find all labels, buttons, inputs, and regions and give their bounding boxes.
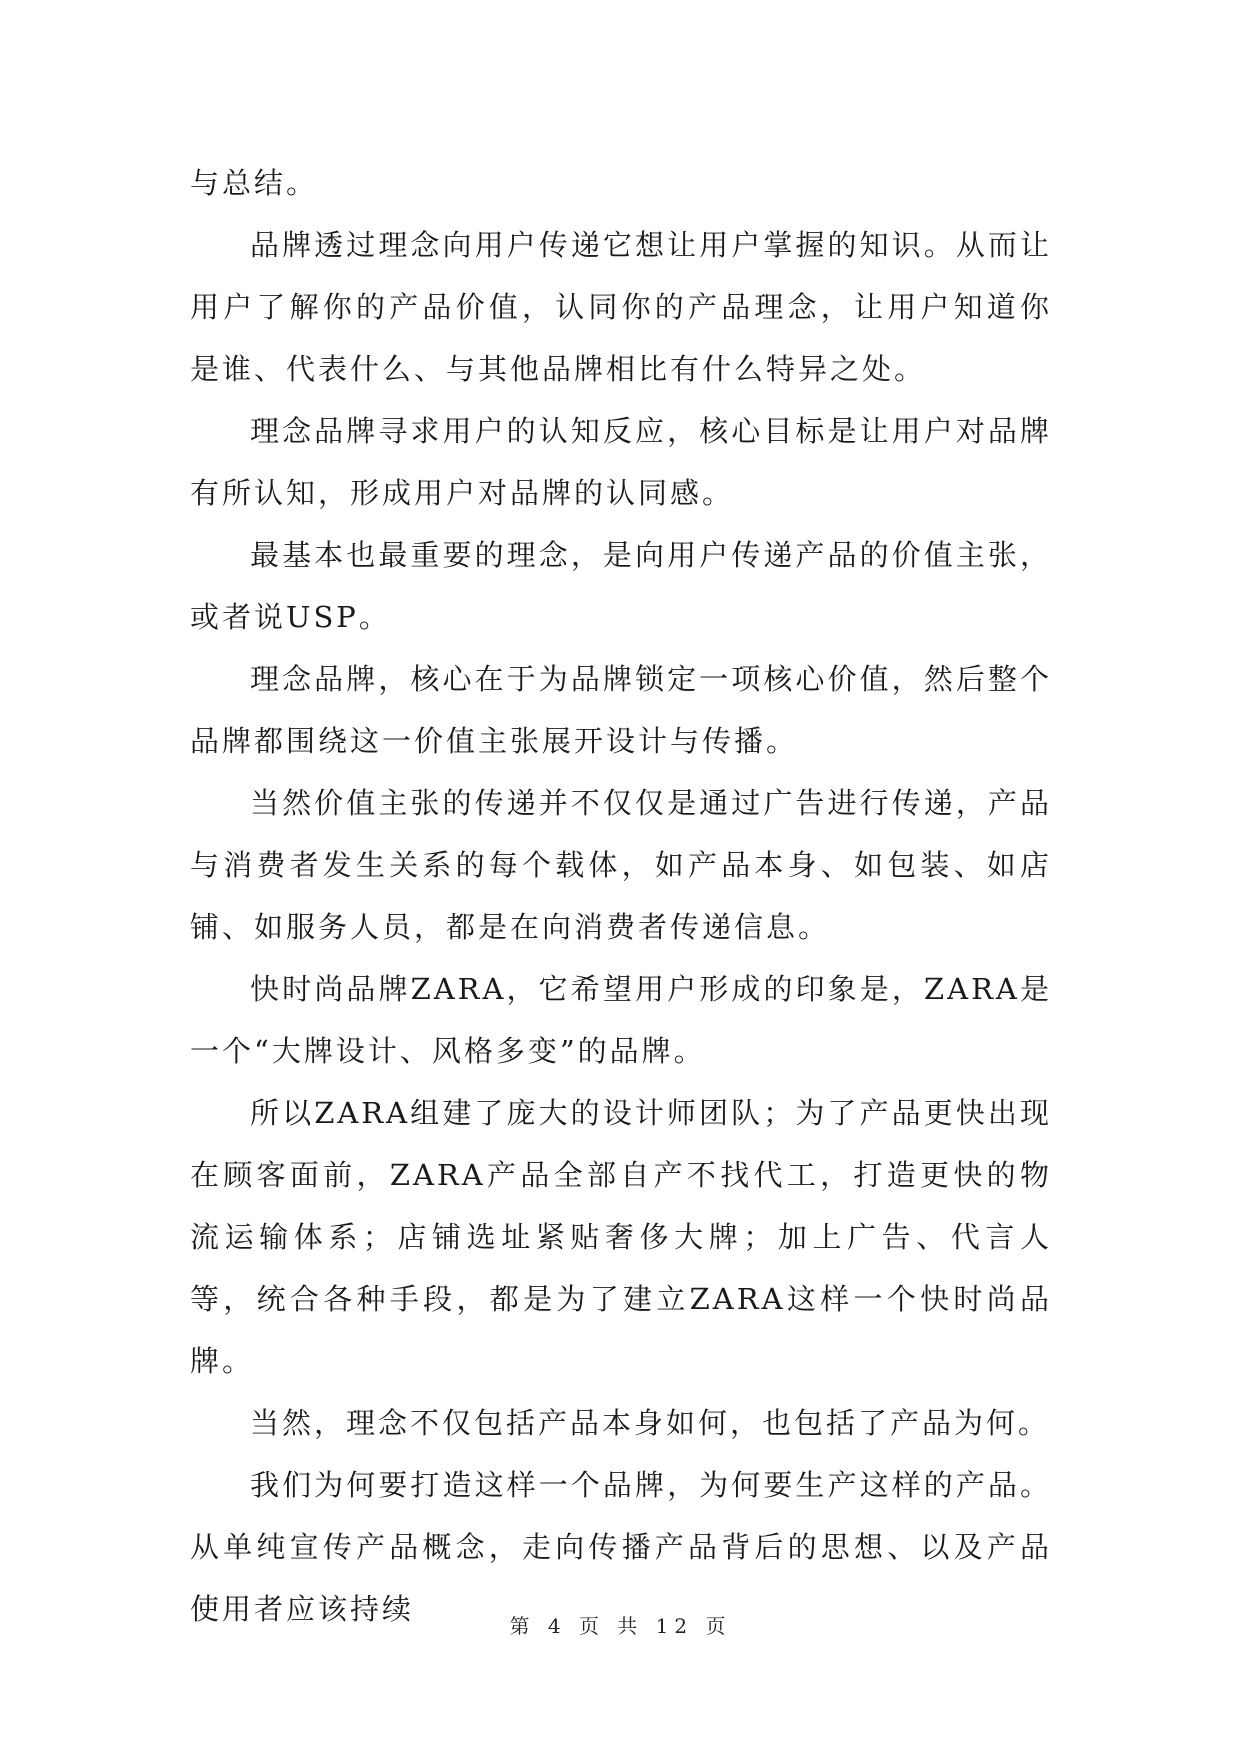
- page-number-footer: 第 4 页 共 12 页: [509, 1614, 732, 1638]
- paragraph: 当然价值主张的传递并不仅仅是通过广告进行传递，产品与消费者发生关系的每个载体，如产品本身、如包装、如店铺、如服务人员，都是在向消费者传递信息。: [190, 786, 1052, 944]
- paragraph: 理念品牌，核心在于为品牌锁定一项核心价值，然后整个品牌都围绕这一价值主张展开设计与传播。: [190, 662, 1052, 758]
- paragraph: 所以ZARA组建了庞大的设计师团队；为了产品更快出现在顾客面前，ZARA产品全部自产不找代工，打造更快的物流运输体系；店铺选址紧贴奢侈大牌；加上广告、代言人等，统合各种手段，都是为了建立ZARA这样一个快时尚品牌。: [190, 1096, 1052, 1378]
- paragraph: 最基本也最重要的理念，是向用户传递产品的价值主张，或者说USP。: [190, 538, 1052, 634]
- paragraph: 品牌透过理念向用户传递它想让用户掌握的知识。从而让用户了解你的产品价值，认同你的产品理念，让用户知道你是谁、代表什么、与其他品牌相比有什么特异之处。: [190, 228, 1052, 386]
- paragraph: 当然，理念不仅包括产品本身如何，也包括了产品为何。: [250, 1406, 1051, 1440]
- paragraph-continuation: 与总结。: [190, 166, 319, 200]
- paragraph: 我们为何要打造这样一个品牌，为何要生产这样的产品。从单纯宣传产品概念，走向传播产品背后的思想、以及产品使用者应该持续: [190, 1468, 1052, 1626]
- body-text: [190, 152, 1052, 1640]
- paragraph: 理念品牌寻求用户的认知反应，核心目标是让用户对品牌有所认知，形成用户对品牌的认同感。: [190, 414, 1052, 510]
- paragraph: 快时尚品牌ZARA，它希望用户形成的印象是，ZARA是一个“大牌设计、风格多变”的品牌。: [190, 972, 1052, 1068]
